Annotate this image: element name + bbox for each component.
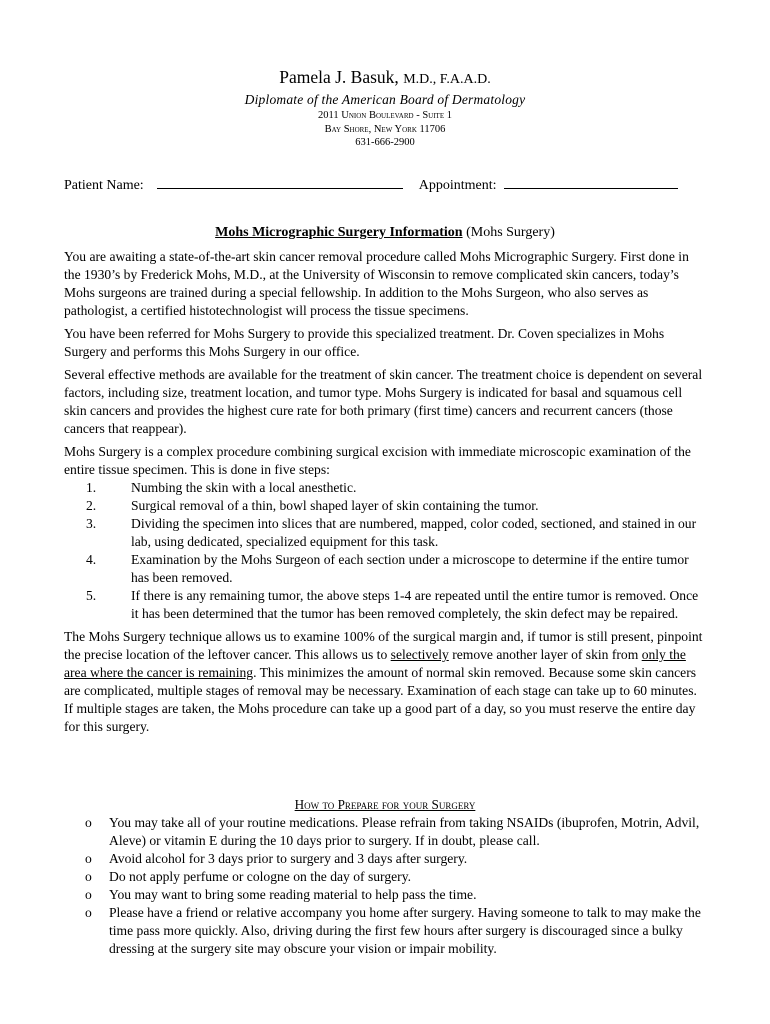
list-item <box>64 886 704 904</box>
physician-name <box>0 66 770 91</box>
technique-emphasis-area: only the area where the cancer is remaining <box>64 647 686 680</box>
title-main: Mohs Micrographic Surgery Information <box>215 225 463 240</box>
prepare-heading <box>0 796 770 814</box>
technique-emphasis-selectively: selectively <box>390 647 449 662</box>
physician-name-text: Pamela J. Basuk, <box>279 67 399 87</box>
title-sub: (Mohs Surgery) <box>466 225 555 240</box>
step-text: If there is any remaining tumor, the above steps 1-4 are repeated until the entire tumor is removed. Once it has been determined that the tumor has been removed completely, the skin defect may be repaired. <box>131 588 699 621</box>
bullet-icon: o <box>85 905 92 920</box>
board-certification: Diplomate of the American Board of Dermatology <box>244 92 526 107</box>
appointment-label: Appointment: <box>418 178 497 193</box>
list-item <box>64 515 704 551</box>
patient-name-field[interactable] <box>157 175 403 189</box>
step-text: Examination by the Mohs Surgeon of each section under a microscope to determine if the entire tumor has been removed. <box>131 552 689 585</box>
step-number: 1. <box>86 480 97 495</box>
step-number: 2. <box>86 498 97 513</box>
phone-number: 631-666-2900 <box>355 137 415 148</box>
step-number: 3. <box>86 516 97 531</box>
address-line-1: 2011 Union Boulevard - Suite 1 <box>318 110 452 121</box>
prepare-item-text: Do not apply perfume or cologne on the day of surgery. <box>109 869 412 884</box>
technique-text-2: remove another layer of skin from <box>448 647 642 662</box>
procedure-steps <box>64 479 704 623</box>
step-text: Dividing the specimen into slices that are numbered, mapped, color coded, sectioned, and stained in our lab, using dedicated, specialized equipment for this task. <box>131 516 697 549</box>
patient-fields <box>64 175 704 195</box>
prepare-list <box>64 814 704 958</box>
step-number: 5. <box>86 588 97 603</box>
address-line-2: Bay Shore, New York 11706 <box>324 123 446 135</box>
letterhead <box>0 66 770 150</box>
physician-credentials: M.D., F.A.A.D. <box>403 72 491 87</box>
bullet-icon: o <box>85 851 92 866</box>
prepare-item-text: You may take all of your routine medications. Please refrain from taking NSAIDs (ibuprofen, Motrin, Advil, Aleve) or vitamin E during the 10 days prior to surgery. If in doubt, please call. <box>109 815 700 848</box>
bullet-icon: o <box>85 887 92 902</box>
list-item <box>64 587 704 623</box>
paragraph-intro: You are awaiting a state-of-the-art skin cancer removal procedure called Mohs Micrographic Surgery. First done in the 1930’s by Frederick Mohs, M.D., at the University of Wisconsin to remove complicated skin cancers, today’s Mohs surgeons are trained during a special fellowship. In addition to the Mohs Surgeon, who also serves as pathologist, a certified histotechnologist will process the tissue specimens. <box>64 249 689 318</box>
patient-name-label: Patient Name: <box>64 178 144 193</box>
paragraph-referral: You have been referred for Mohs Surgery to provide this specialized treatment. Dr. Coven specializes in Mohs Surgery and performs this Mohs Surgery in our office. <box>64 326 665 359</box>
paragraph-methods: Several effective methods are available for the treatment of skin cancer. The treatment choice is dependent on several factors, including size, treatment location, and tumor type. Mohs Surgery is indicated for basal and squamous cell skin cancers and provides the highest cure rate for both primary (first time) cancers and recurrent cancers (those cancers that reappear). <box>64 367 703 436</box>
document-body <box>64 248 704 741</box>
list-item <box>64 904 704 958</box>
list-item <box>64 497 704 515</box>
prepare-heading-text: How to Prepare for your Surgery <box>294 797 476 812</box>
prepare-item-text: Please have a friend or relative accompany you home after surgery. Having someone to talk to may make the time pass more quickly. Also, driving during the first few hours after surgery is discouraged since a bulky dressing at the surgery site may obscure your vision or impair mobility. <box>109 905 701 956</box>
appointment-field[interactable] <box>504 175 678 189</box>
list-item <box>64 850 704 868</box>
list-item <box>64 814 704 850</box>
list-item <box>64 551 704 587</box>
step-text: Numbing the skin with a local anesthetic. <box>131 480 357 495</box>
bullet-icon: o <box>85 815 92 830</box>
paragraph-technique <box>64 628 704 736</box>
step-number: 4. <box>86 552 97 567</box>
technique-text-1: The Mohs Surgery technique allows us to examine 100% of the surgical margin and, if tumor is still present, pinpoint the precise location of the leftover cancer. This allows us to <box>64 629 703 662</box>
prepare-item-text: You may want to bring some reading material to help pass the time. <box>109 887 477 902</box>
list-item <box>64 479 704 497</box>
step-text: Surgical removal of a thin, bowl shaped layer of skin containing the tumor. <box>131 498 539 513</box>
list-item <box>64 868 704 886</box>
paragraph-procedure: Mohs Surgery is a complex procedure combining surgical excision with immediate microscopic examination of the entire tissue specimen. This is done in five steps: <box>64 444 691 477</box>
document-title <box>0 224 770 242</box>
prepare-item-text: Avoid alcohol for 3 days prior to surgery and 3 days after surgery. <box>109 851 468 866</box>
bullet-icon: o <box>85 869 92 884</box>
technique-text-3: . This minimizes the amount of normal skin removed. Because some skin cancers are complicated, multiple stages of removal may be necessary. Examination of each stage can take up to 60 minutes. If multiple stages are taken, the Mohs procedure can take up a good part of a day, so you must reserve the entire day for this surgery. <box>64 665 697 734</box>
